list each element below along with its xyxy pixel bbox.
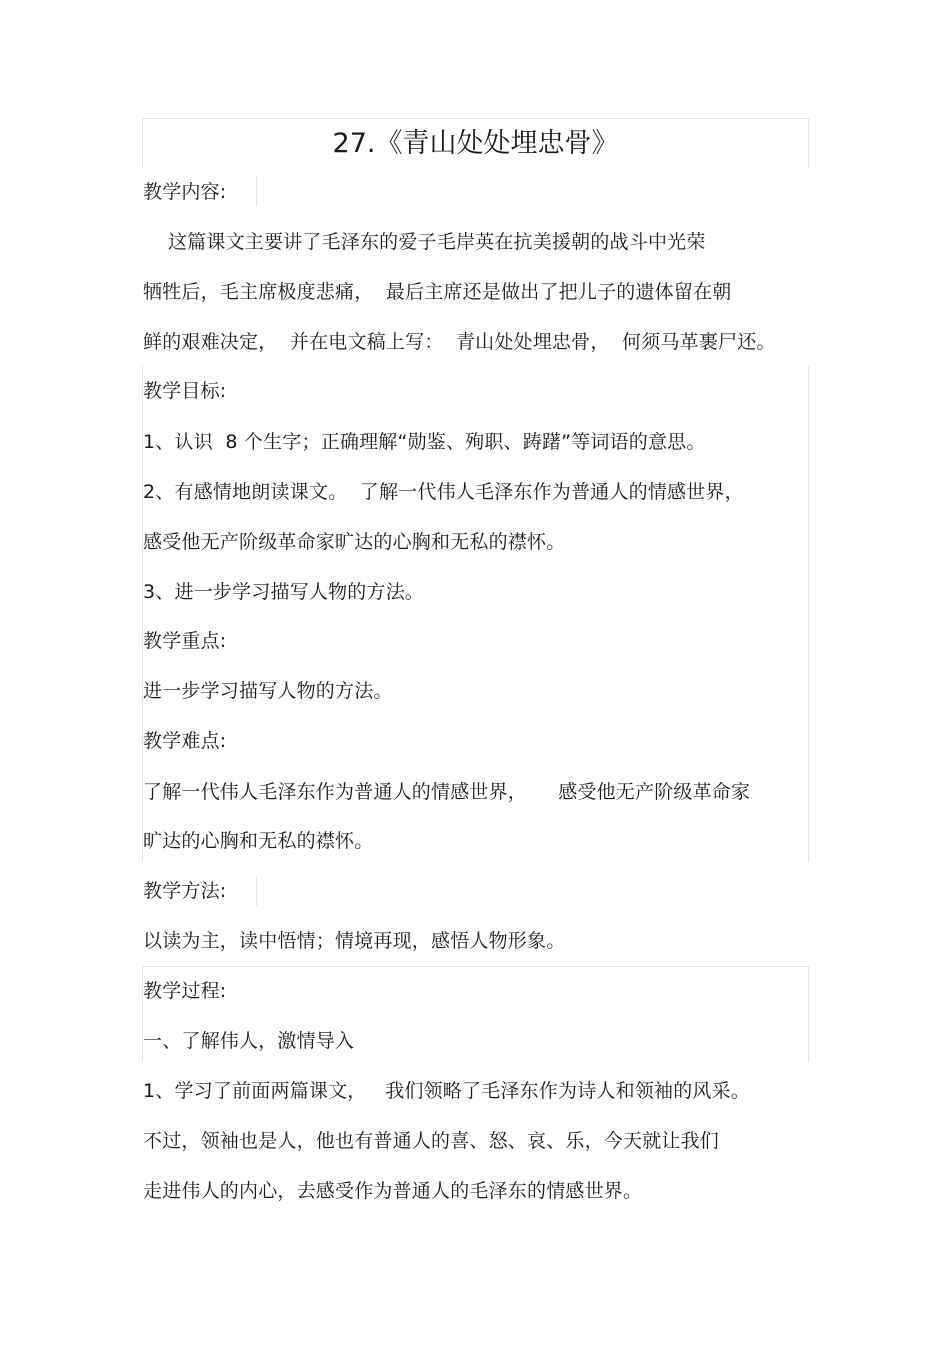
document-title: 27.《青山处处埋忠骨》 <box>332 128 619 159</box>
paragraph-line: 1、认识 8 个生字；正确理解“勋鉴、殉职、踌躇”等词语的意思。 <box>143 431 706 453</box>
paragraph-line: 牺牲后，毛主席极度悲痛， 最后主席还是做出了把儿子的遗体留在朝 <box>143 281 732 303</box>
paragraph-line: 旷达的心胸和无私的襟怀。 <box>143 830 374 852</box>
paragraph-line: 2、有感情地朗读课文。 了解一代伟人毛泽东作为普通人的情感世界， <box>143 481 744 503</box>
section-label-method: 教学方法: <box>143 880 227 902</box>
paragraph-line: 1、学习了前面两篇课文， 我们领略了毛泽东作为诗人和领袖的风采。 <box>143 1080 751 1102</box>
paragraph-line: 一、了解伟人，激情导入 <box>143 1030 355 1052</box>
paragraph-line: 不过，领袖也是人，他也有普通人的喜、怒、哀、乐，今天就让我们 <box>143 1130 720 1152</box>
section-label-content: 教学内容: <box>143 181 227 203</box>
paragraph-line: 3、进一步学习描写人物的方法。 <box>143 581 425 603</box>
paragraph-line: 进一步学习描写人物的方法。 <box>143 680 393 702</box>
paragraph-line: 以读为主，读中悟情；情境再现，感悟人物形象。 <box>143 930 566 952</box>
section-label-key-points: 教学重点: <box>143 630 227 652</box>
paragraph-line: 走进伟人的内心，去感受作为普通人的毛泽东的情感世界。 <box>143 1180 643 1202</box>
paragraph-line: 感受他无产阶级革命家旷达的心胸和无私的襟怀。 <box>143 531 566 553</box>
paragraph-line: 了解一代伟人毛泽东作为普通人的情感世界， 感受他无产阶级革命家 <box>143 781 751 803</box>
section-label-objectives: 教学目标: <box>143 380 227 402</box>
paragraph-line: 鲜的艰难决定， 并在电文稿上写： 青山处处埋忠骨， 何须马革裹尸还。 <box>143 331 776 353</box>
section-label-difficulties: 教学难点: <box>143 730 227 752</box>
paragraph-line: 这篇课文主要讲了毛泽东的爱子毛岸英在抗美援朝的战斗中光荣 <box>143 231 706 253</box>
section-label-process: 教学过程: <box>143 980 227 1002</box>
